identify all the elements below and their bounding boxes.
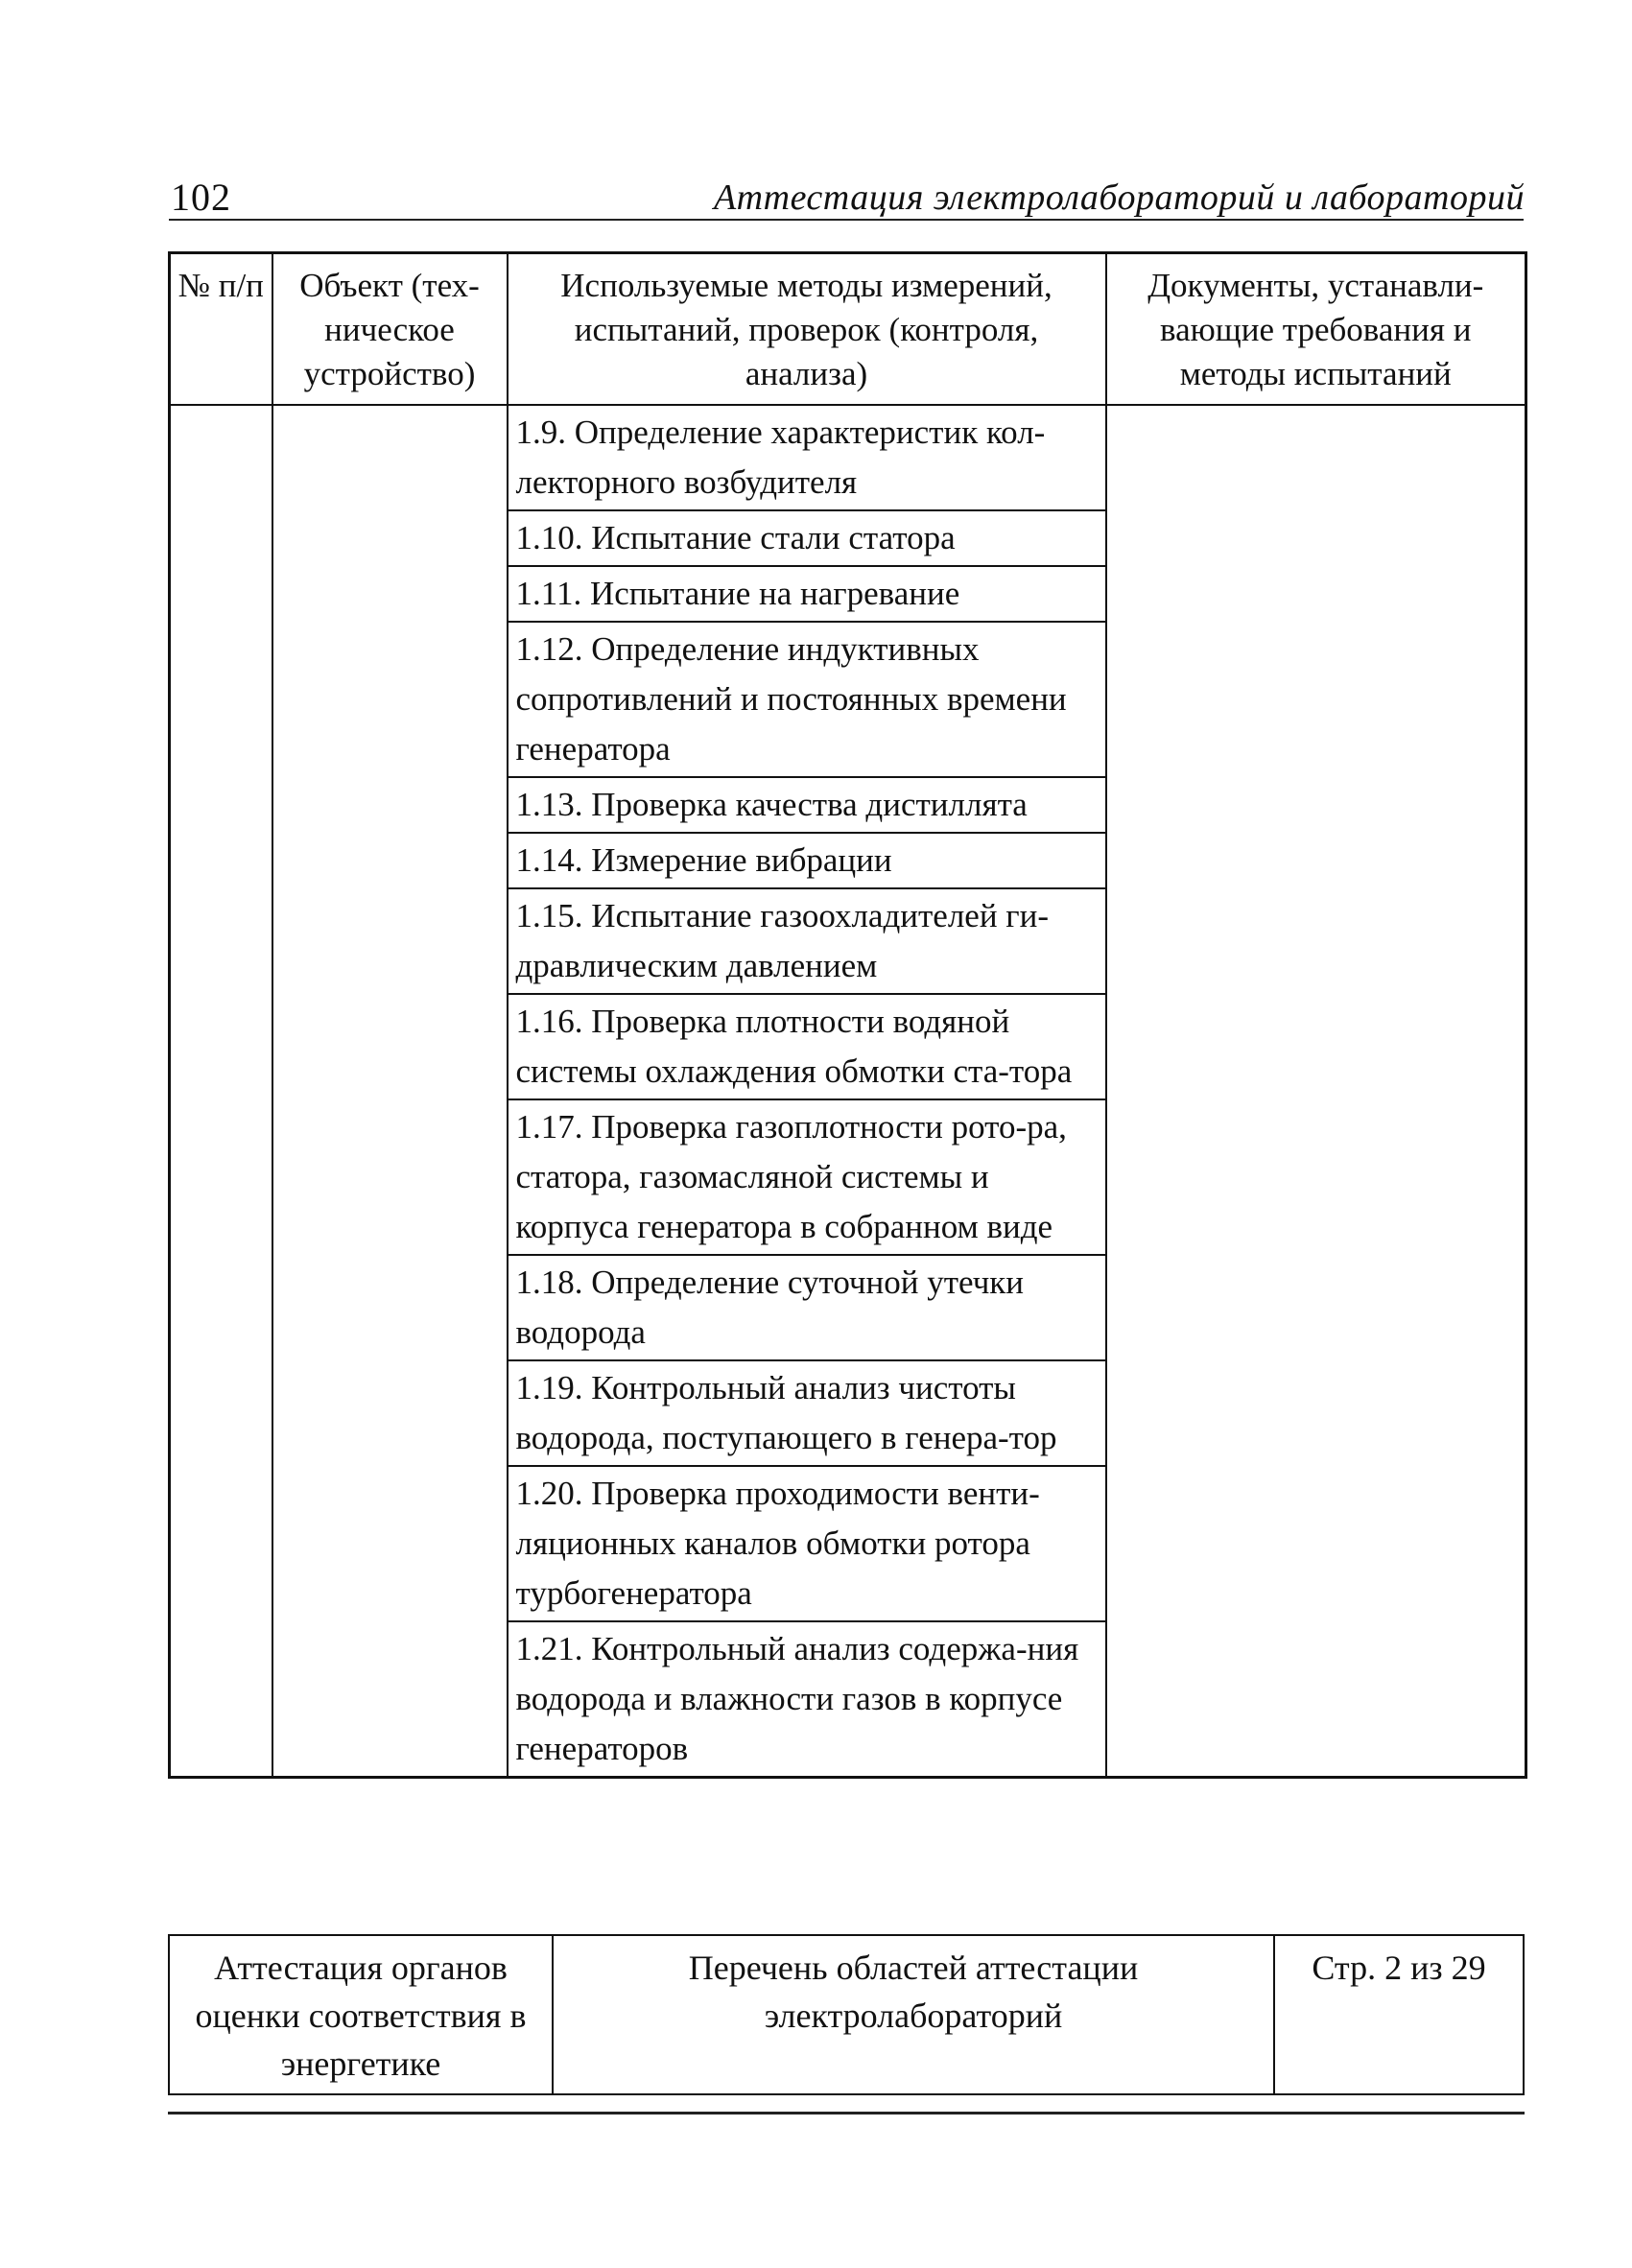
method-cell: 1.21. Контрольный анализ содержа-ния водорода и влажности газов в корпусе генераторов [508, 1621, 1106, 1778]
method-cell: 1.16. Проверка плотности водяной системы охлаждения обмотки ста-тора [508, 994, 1106, 1099]
methods-table [168, 251, 1527, 1779]
method-cell: 1.10. Испытание стали статора [508, 510, 1106, 566]
object-cell [272, 405, 508, 1778]
footer-document-title: Перечень областей аттестации электролабораторий [553, 1935, 1274, 2094]
method-cell: 1.18. Определение суточной утечки водорода [508, 1255, 1106, 1360]
method-cell: 1.19. Контрольный анализ чистоты водорода, поступающего в генера-тор [508, 1360, 1106, 1466]
column-header-documents: Документы, устанавли-вающие требования и методы испытаний [1106, 253, 1526, 406]
page-number: 102 [171, 176, 231, 219]
column-header-number: № п/п [170, 253, 272, 406]
column-header-methods: Используемые методы измерений, испытаний, проверок (контроля, анализа) [508, 253, 1106, 406]
method-cell: 1.9. Определение характеристик кол-лекторного возбудителя [508, 405, 1106, 510]
footer-table [168, 1934, 1525, 2095]
header-rule [169, 219, 1524, 221]
running-title: Аттестация электролабораторий и лабораторий [713, 177, 1525, 218]
number-cell [170, 405, 272, 1778]
method-cell: 1.14. Измерение вибрации [508, 833, 1106, 888]
method-cell: 1.15. Испытание газоохладителей ги-дравлическим давлением [508, 888, 1106, 994]
method-cell: 1.13. Проверка качества дистиллята [508, 777, 1106, 833]
method-cell: 1.12. Определение индуктивных сопротивлений и постоянных времени генератора [508, 622, 1106, 777]
footer-page-ref: Стр. 2 из 29 [1274, 1935, 1524, 2094]
table-header-row [170, 253, 1526, 406]
footer-row [169, 1935, 1524, 2094]
table-row [170, 405, 1526, 510]
documents-cell [1106, 405, 1526, 1778]
bottom-rule [168, 2112, 1525, 2114]
method-cell: 1.11. Испытание на нагревание [508, 566, 1106, 622]
method-cell: 1.17. Проверка газоплотности рото-ра, статора, газомасляной системы и корпуса генератора в собранном виде [508, 1099, 1106, 1255]
column-header-object: Объект (тех-ническое устройство) [272, 253, 508, 406]
footer-issuer: Аттестация органов оценки соответствия в энергетике [169, 1935, 553, 2094]
method-cell: 1.20. Проверка проходимости венти-ляционных каналов обмотки ротора турбогенератора [508, 1466, 1106, 1621]
